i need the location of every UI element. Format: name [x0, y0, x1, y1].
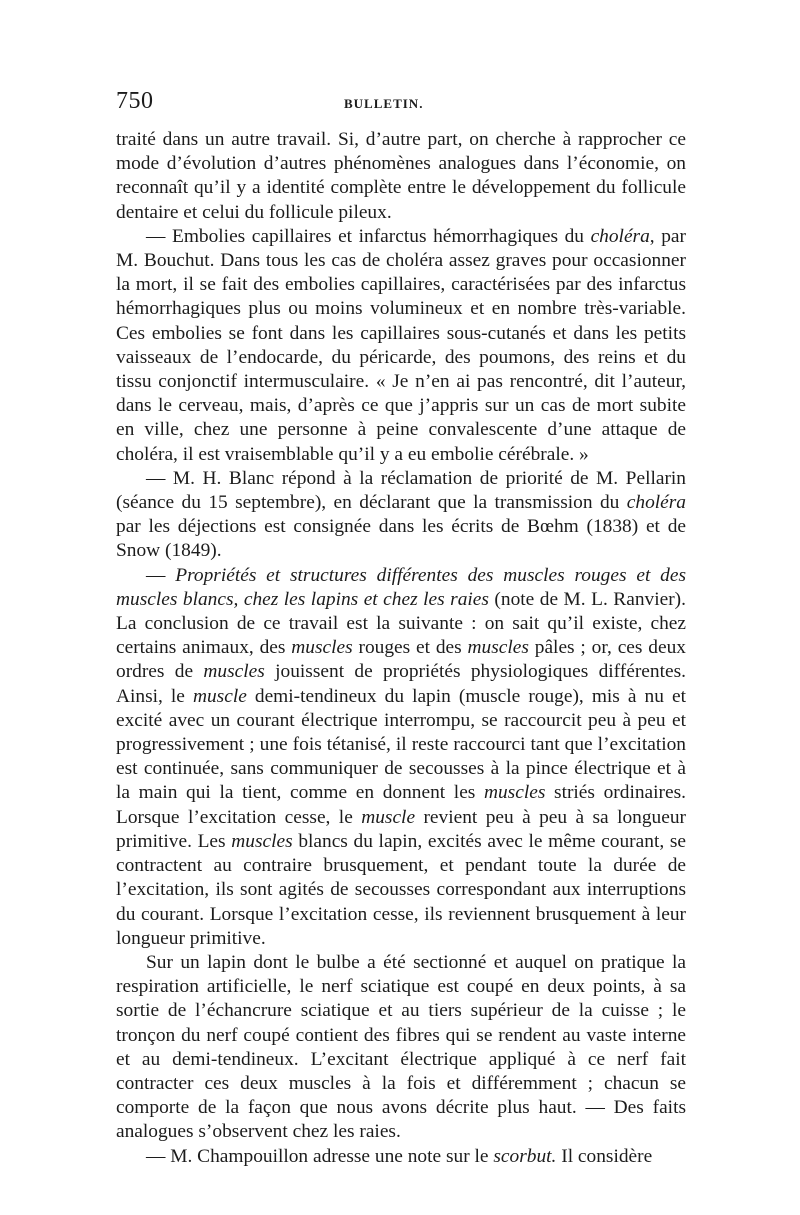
text-run: — Embolies capillaires et infarctus hémorrhagiques du — [146, 225, 591, 247]
page-header — [116, 88, 686, 118]
italic-text: muscle — [361, 806, 416, 828]
text-run: Sur un lapin dont le bulbe a été sectionné et auquel on pratique la respiration artificielle, le nerf sciatique est coupé en deux points, à sa sortie de l’échancrure sciatique et au tiers supérieur de la cuisse ; le tronçon du nerf coupé contient des fibres qui se rendent au vaste interne et au demi-tendineux. L’excitant électrique appliqué à ce nerf fait contracter ces deux muscles à la fois et différemment ; chacun se comporte de la façon que nous avons décrite plus haut. — Des faits analogues s’observent chez les raies. — [116, 951, 686, 1143]
italic-text: muscles — [231, 830, 293, 852]
running-title: BULLETIN. — [344, 96, 424, 111]
text-run: striés ordinaires. Lorsque l’excitation cesse, le — [116, 782, 686, 828]
italic-text: choléra — [590, 225, 650, 247]
body-text — [116, 128, 686, 1169]
text-run: (note de M. L. Ranvier). La conclusion de ce travail est la suivante : on sait qu’il existe, chez certains animaux, des — [116, 588, 686, 659]
italic-text: muscles — [467, 637, 529, 659]
text-run: pâles ; or, ces deux ordres de — [116, 637, 686, 683]
italic-text: choléra — [626, 492, 686, 514]
text-run: — M. H. Blanc répond à la réclamation de priorité de M. Pellarin (séance du 15 septembre), en déclarant que la transmission du — [116, 467, 686, 514]
text-run: , par M. Bouchut. Dans tous les cas de choléra assez graves pour occasionner la mort, il se fait des embolies capillaires, caractérisées par des infarctus hémorrhagiques plus ou moins volumineux et en nombre très-variable. Ces embolies se font dans les capillaires sous-cutanés et dans les petits vaisseaux de l’endocarde, du péricarde, des poumons, des reins et du tissu conjonctif intermusculaire. « Je n’en ai pas rencontré, dit l’auteur, dans le cerveau, mais, d’après ce que j’appris sur un cas de mort subite en ville, chez une personne à peine convalescente d’une attaque de choléra, il est vraisemblable qu’il y a eu embolie cérébrale. » — [116, 225, 686, 465]
italic-text: Propriétés et structures différentes des muscles rouges et des muscles blancs, chez les lapins et chez les raies — [116, 564, 686, 610]
text-run: Il considère — [556, 1145, 653, 1167]
paragraph — [116, 564, 686, 951]
text-run: traité dans un autre travail. Si, d’autre part, on cherche à rapprocher ce mode d’évolution d’autres phénomènes analogues dans l’économie, on reconnaît qu’il y a identité complète entre le développement du follicule dentaire et celui du follicule pileux. — [116, 129, 686, 223]
text-run: blancs du lapin, excités avec le même courant, se contractent au contraire brusquement, et pendant toute la durée de l’excitation, ils sont agités de secousses correspondant aux interruptions du courant. Lorsque l’excitation cesse, ils reviennent brusquement à leur longueur primitive. — [116, 830, 686, 949]
paragraph — [116, 467, 686, 564]
text-run: — M. Champouillon adresse une note sur le — [146, 1145, 494, 1167]
paragraph — [116, 1145, 686, 1169]
italic-text: scorbut. — [493, 1145, 557, 1167]
italic-text: muscles — [203, 661, 265, 683]
text-run: — — [146, 564, 176, 586]
paragraph — [116, 225, 686, 467]
paragraph — [116, 128, 686, 225]
text-run: rouges et des — [352, 637, 468, 659]
italic-text: muscles — [291, 637, 353, 659]
text-run: demi-tendineux du lapin (muscle rouge), mis à nu et excité avec un courant électrique interrompu, se raccourcit peu à peu et progressivement ; une fois tétanisé, il reste raccourci tant que l’excitation est continuée, sans communiquer de secousses à la pince électrique et à la main qui la tient, comme en donnent les — [116, 685, 686, 804]
paragraph — [116, 951, 686, 1145]
italic-text: muscles — [483, 782, 546, 804]
italic-text: muscle — [192, 685, 247, 707]
page-number: 750 — [116, 88, 154, 114]
text-run: revient peu à peu à sa longueur primitive. Les — [116, 806, 686, 852]
text-run: jouissent de propriétés physiologiques différentes. Ainsi, le — [116, 661, 686, 707]
text-run: par les déjections est consignée dans les écrits de Bœhm (1838) et de Snow (1849). — [116, 516, 686, 562]
